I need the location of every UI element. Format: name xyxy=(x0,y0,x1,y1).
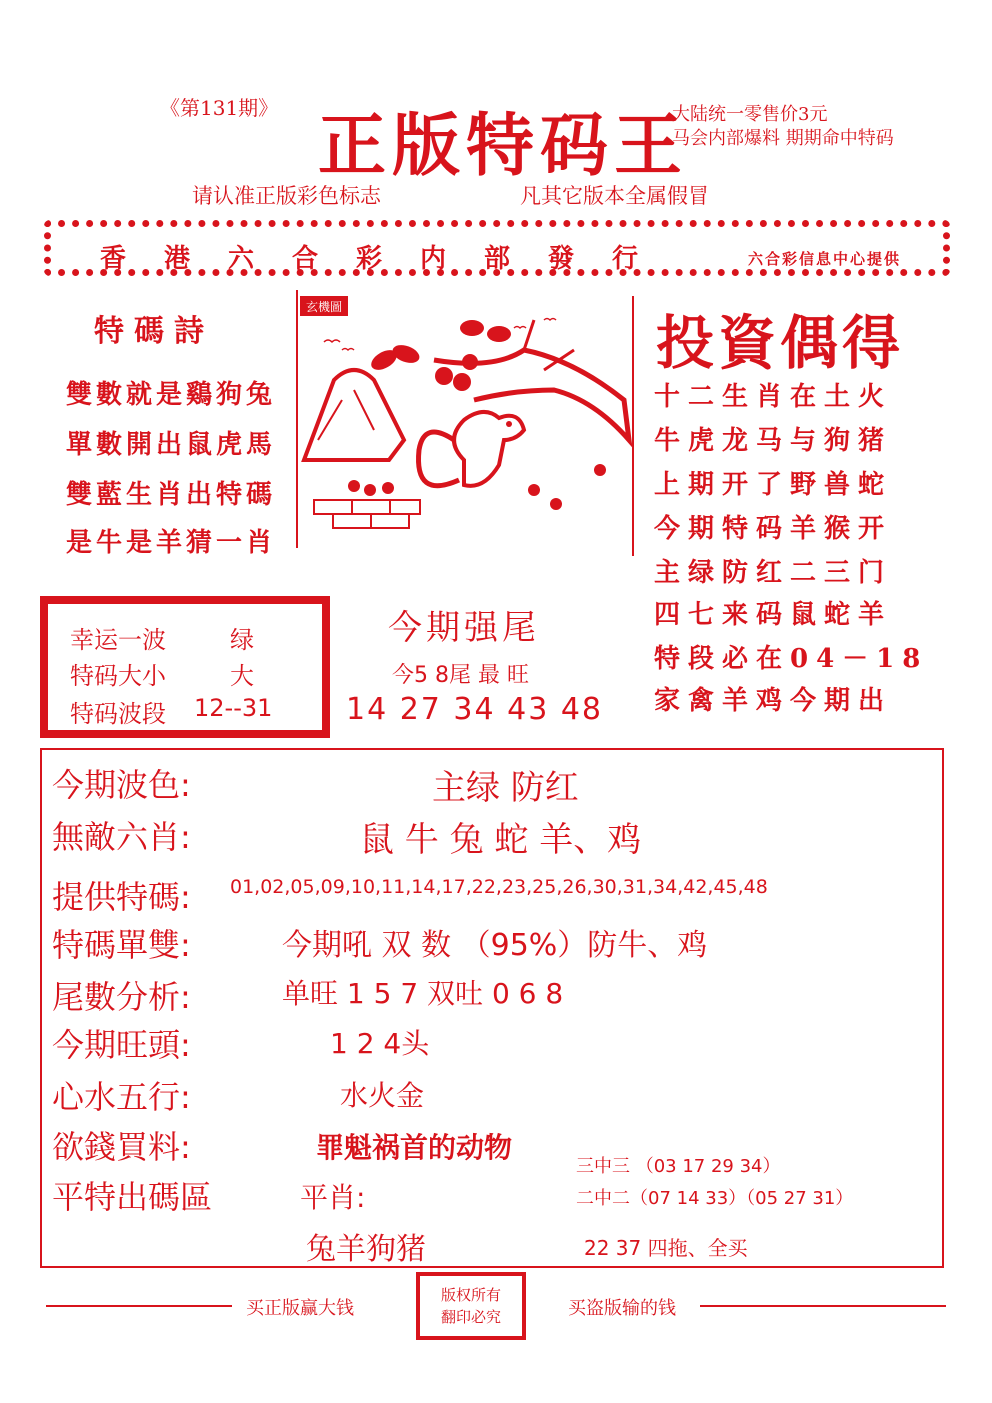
banner-provider: 六合彩信息中心提供 xyxy=(748,250,902,268)
copyright-box xyxy=(416,1272,526,1340)
issue-number: 《第131期》 xyxy=(160,96,279,120)
strong-tail-numbers: 14 27 34 43 48 xyxy=(346,692,604,727)
elements-value: 水火金 xyxy=(340,1079,425,1112)
invest-line: 十二生肖在土火 xyxy=(654,382,893,412)
odd-even-label: 特碼單雙: xyxy=(52,926,191,964)
lucky-value: 绿 xyxy=(230,626,254,654)
six-zodiac-label: 無敵六肖: xyxy=(52,818,191,856)
erzhong-text: 二中二（07 14 33）（05 27 31） xyxy=(576,1188,854,1209)
invest-line: 上期开了野兽蛇 xyxy=(654,470,893,500)
price-text: 大陆统一零售价3元 xyxy=(672,104,828,125)
flat-animals: 兔羊狗猪 xyxy=(306,1232,426,1267)
lucky-value: 大 xyxy=(230,662,254,690)
poem-line: 單數開出鼠虎馬 xyxy=(66,430,277,460)
lucky-label: 特码大小 xyxy=(70,662,166,690)
invest-line: 四七来码鼠蛇羊 xyxy=(654,600,893,630)
provide-value: 01,02,05,09,10,11,14,17,22,23,25,26,30,31,34,42,45,48 xyxy=(230,876,768,898)
poem-line: 是牛是羊猜一肖 xyxy=(66,528,277,558)
strong-tail-subtitle: 今5 8尾 最 旺 xyxy=(392,663,529,688)
insider-text: 马会内部爆料 期期命中特码 xyxy=(672,128,894,149)
divider xyxy=(700,1305,946,1307)
invest-line: 牛虎龙马与狗猪 xyxy=(654,426,893,456)
lucky-row xyxy=(70,694,273,729)
lucky-label: 幸运一波 xyxy=(70,626,166,654)
poem-line: 雙藍生肖出特碼 xyxy=(66,480,277,510)
page-title: 正版特码王 xyxy=(318,106,689,186)
copyright-line: 翻印必究 xyxy=(440,1308,501,1326)
tail-value: 单旺 1 5 7 双吐 0 6 8 xyxy=(282,977,564,1010)
banner-title: 香港六合彩内部發行 xyxy=(100,244,677,274)
elements-label: 心水五行: xyxy=(52,1078,191,1116)
lucky-label: 特码波段 xyxy=(70,700,166,728)
buy-label: 欲錢買料: xyxy=(52,1128,191,1166)
poem-line: 雙數就是鷄狗兔 xyxy=(66,380,277,410)
sanzhong-text: 三中三 （03 17 29 34） xyxy=(576,1156,781,1177)
lucky-row xyxy=(70,656,254,691)
divider xyxy=(46,1305,232,1307)
odd-even-value: 今期吼 双 数 （95%）防牛、鸡 xyxy=(282,928,708,963)
squirrel-illustration xyxy=(294,290,634,548)
invest-line: 特段必在04－18 xyxy=(654,644,929,674)
provide-label: 提供特碼: xyxy=(52,878,191,916)
strong-tail-title: 今期强尾 xyxy=(388,608,540,648)
footer-left-text: 买正版赢大钱 xyxy=(246,1298,354,1319)
invest-line: 家禽羊鸡今期出 xyxy=(654,686,893,716)
footer-right-text: 买盗版输的钱 xyxy=(568,1298,676,1319)
flat-label: 平特出碼區 xyxy=(52,1178,213,1216)
head-label: 今期旺頭: xyxy=(52,1026,191,1064)
divider xyxy=(632,296,634,556)
wave-label: 今期波色: xyxy=(52,766,191,804)
invest-title: 投資偶得 xyxy=(656,309,905,377)
tail-label: 尾數分析: xyxy=(52,978,191,1016)
buy-value: 罪魁祸首的动物 xyxy=(316,1131,513,1164)
fake-warning-text: 凡其它版本全属假冒 xyxy=(520,184,709,208)
poem-title: 特碼詩 xyxy=(94,314,214,349)
flat-sub-label: 平肖: xyxy=(300,1181,366,1214)
lucky-value: 12--31 xyxy=(194,694,273,722)
recognize-text: 请认准正版彩色标志 xyxy=(192,184,381,208)
wave-value: 主绿 防红 xyxy=(432,768,579,808)
six-zodiac-value: 鼠 牛 兔 蛇 羊、鸡 xyxy=(360,820,642,860)
copyright-line: 版权所有 xyxy=(440,1286,501,1304)
invest-line: 主绿防红二三门 xyxy=(654,558,893,588)
seal-text: 玄機圖 xyxy=(305,300,343,314)
lucky-row xyxy=(70,620,254,655)
head-value: 1 2 4头 xyxy=(330,1027,430,1060)
invest-line: 今期特码羊猴开 xyxy=(654,514,893,544)
tuo-text: 22 37 四拖、全买 xyxy=(584,1236,748,1260)
mystery-picture xyxy=(294,290,634,548)
